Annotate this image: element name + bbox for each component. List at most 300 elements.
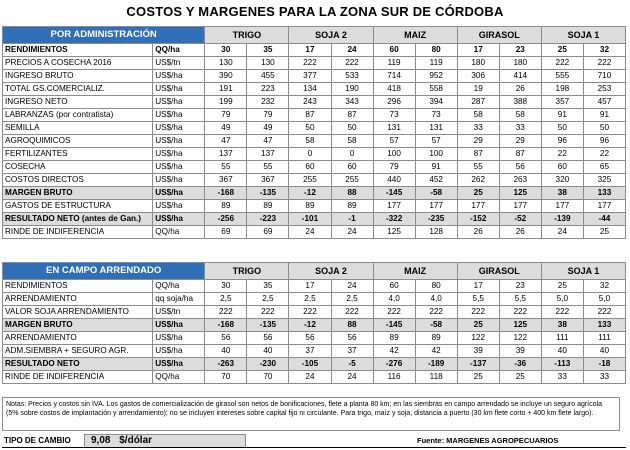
value-cell: 89 [331, 200, 373, 213]
value-cell: 119 [415, 57, 457, 70]
value-cell: 30 [205, 44, 247, 57]
value-cell: 222 [331, 57, 373, 70]
row-unit: QQ/ha [153, 280, 205, 293]
value-cell: 56 [331, 332, 373, 345]
row-label: TOTAL GS.COMERCIALIZ. [3, 83, 153, 96]
value-cell: 128 [415, 226, 457, 239]
value-cell: 2,5 [247, 293, 289, 306]
row-unit: US$/ha [153, 358, 205, 371]
row-unit: US$/ha [153, 161, 205, 174]
value-cell: 96 [541, 135, 583, 148]
value-cell: 79 [247, 109, 289, 122]
value-cell: 60 [289, 161, 331, 174]
value-cell: 42 [415, 345, 457, 358]
value-cell: 133 [583, 319, 625, 332]
value-cell: 5,0 [541, 293, 583, 306]
value-cell: 79 [373, 161, 415, 174]
value-cell: 60 [331, 161, 373, 174]
value-cell: -139 [541, 213, 583, 226]
page-title: COSTOS Y MARGENES PARA LA ZONA SUR DE CÓRDOBA [126, 4, 504, 19]
row-unit: QQ/ha [153, 226, 205, 239]
row-unit: qq soja/ha [153, 293, 205, 306]
value-cell: 555 [541, 70, 583, 83]
value-cell: 222 [205, 306, 247, 319]
value-cell: 25 [457, 319, 499, 332]
value-cell: 70 [205, 371, 247, 384]
value-cell: 222 [583, 306, 625, 319]
value-cell: -263 [205, 358, 247, 371]
value-cell: 57 [415, 135, 457, 148]
table-row [3, 122, 626, 135]
value-cell: -230 [247, 358, 289, 371]
value-cell: 24 [289, 371, 331, 384]
row-label: COSTOS DIRECTOS [3, 174, 153, 187]
value-cell: 255 [289, 174, 331, 187]
value-cell: 100 [373, 148, 415, 161]
table-row [3, 135, 626, 148]
crop-header: MAIZ [373, 263, 457, 280]
row-unit: US$/ha [153, 200, 205, 213]
value-cell: 199 [205, 96, 247, 109]
value-cell: -189 [415, 358, 457, 371]
row-unit: US$/ha [153, 319, 205, 332]
value-cell: 55 [247, 161, 289, 174]
value-cell: 23 [499, 44, 541, 57]
value-cell: 390 [205, 70, 247, 83]
value-cell: -256 [205, 213, 247, 226]
value-cell: 457 [583, 96, 625, 109]
value-cell: -12 [289, 319, 331, 332]
value-cell: 49 [247, 122, 289, 135]
row-label: COSECHA [3, 161, 153, 174]
value-cell: 56 [499, 161, 541, 174]
value-cell: 111 [583, 332, 625, 345]
row-label: RENDIMIENTOS [3, 44, 153, 57]
value-cell: 47 [247, 135, 289, 148]
value-cell: 4,0 [415, 293, 457, 306]
value-cell: -58 [415, 319, 457, 332]
notes: Notas: Precios y costos sin IVA. Los gastos de comercialización de girasol son netos de bonificaciones, flete a planta 80 km; en las siembras en campo arrendado se incluye un seguro agrícola (5% sobre costos de implantación y arrendamiento); no se incluyen intereses sobre capital fijo ni circulante. Para trigo, maíz y soja, distancia a puerto (30 km flete corto + 400 km flete largo). [2, 397, 620, 431]
value-cell: 25 [541, 44, 583, 57]
source-note: Fuente: MARGENES AGROPECUARIOS [417, 436, 559, 445]
value-cell: -168 [205, 319, 247, 332]
value-cell: 131 [373, 122, 415, 135]
value-cell: 137 [247, 148, 289, 161]
value-cell: 87 [499, 148, 541, 161]
value-cell: 222 [457, 306, 499, 319]
value-cell: 25 [583, 226, 625, 239]
value-cell: 111 [541, 332, 583, 345]
value-cell: 56 [247, 332, 289, 345]
value-cell: 180 [457, 57, 499, 70]
value-cell: 50 [289, 122, 331, 135]
row-label: RINDE DE INDIFERENCIA [3, 226, 153, 239]
table-row [3, 226, 626, 239]
footer-rule [2, 447, 626, 448]
value-cell: 88 [331, 319, 373, 332]
crop-header: SOJA 2 [289, 27, 373, 44]
row-unit: US$/tn [153, 306, 205, 319]
value-cell: 33 [499, 122, 541, 135]
row-label: ARRENDAMIENTO [3, 293, 153, 306]
value-cell: 25 [457, 187, 499, 200]
value-cell: 58 [499, 109, 541, 122]
value-cell: 17 [457, 44, 499, 57]
value-cell: 33 [583, 371, 625, 384]
value-cell: 38 [541, 187, 583, 200]
value-cell: 40 [583, 345, 625, 358]
value-cell: -135 [247, 319, 289, 332]
value-cell: 33 [541, 371, 583, 384]
value-cell: -44 [583, 213, 625, 226]
value-cell: 56 [205, 332, 247, 345]
value-cell: 69 [205, 226, 247, 239]
value-cell: 533 [331, 70, 373, 83]
value-cell: 49 [205, 122, 247, 135]
exchange-rate-label: TIPO DE CAMBIO [4, 436, 71, 445]
value-cell: 367 [205, 174, 247, 187]
table-row [3, 213, 626, 226]
value-cell: 22 [541, 148, 583, 161]
value-cell: 287 [457, 96, 499, 109]
value-cell: 89 [289, 200, 331, 213]
value-cell: -36 [499, 358, 541, 371]
value-cell: 0 [331, 148, 373, 161]
value-cell: 4,0 [373, 293, 415, 306]
value-cell: 177 [583, 200, 625, 213]
row-label: SEMILLA [3, 122, 153, 135]
value-cell: 56 [289, 332, 331, 345]
row-unit: US$/ha [153, 83, 205, 96]
value-cell: -113 [541, 358, 583, 371]
value-cell: 222 [541, 306, 583, 319]
row-label: ARRENDAMIENTO [3, 332, 153, 345]
exchange-rate-value: 9,08 [91, 435, 111, 446]
table-row [3, 161, 626, 174]
row-label: RESULTADO NETO [3, 358, 153, 371]
value-cell: 320 [541, 174, 583, 187]
value-cell: 125 [373, 226, 415, 239]
row-unit: US$/ha [153, 148, 205, 161]
value-cell: 357 [541, 96, 583, 109]
row-unit: QQ/ha [153, 371, 205, 384]
value-cell: 87 [457, 148, 499, 161]
value-cell: -322 [373, 213, 415, 226]
value-cell: -152 [457, 213, 499, 226]
value-cell: 40 [205, 345, 247, 358]
value-cell: 24 [541, 226, 583, 239]
table-row [3, 306, 626, 319]
value-cell: 25 [541, 280, 583, 293]
value-cell: 37 [331, 345, 373, 358]
value-cell: 26 [457, 226, 499, 239]
value-cell: 91 [415, 161, 457, 174]
value-cell: 377 [289, 70, 331, 83]
value-cell: 80 [415, 280, 457, 293]
value-cell: 39 [457, 345, 499, 358]
value-cell: 32 [583, 280, 625, 293]
value-cell: 17 [289, 44, 331, 57]
value-cell: 137 [205, 148, 247, 161]
value-cell: 23 [499, 280, 541, 293]
value-cell: 88 [331, 187, 373, 200]
value-cell: 25 [499, 371, 541, 384]
value-cell: 243 [289, 96, 331, 109]
value-cell: 222 [247, 306, 289, 319]
value-cell: 57 [373, 135, 415, 148]
row-label: RENDIMIENTOS [3, 280, 153, 293]
value-cell: -58 [415, 187, 457, 200]
value-cell: 253 [583, 83, 625, 96]
value-cell: -12 [289, 187, 331, 200]
row-unit: US$/ha [153, 109, 205, 122]
value-cell: 125 [499, 187, 541, 200]
value-cell: -5 [331, 358, 373, 371]
table-row [3, 371, 626, 384]
row-unit: US$/ha [153, 70, 205, 83]
value-cell: 37 [289, 345, 331, 358]
value-cell: 91 [541, 109, 583, 122]
value-cell: 122 [499, 332, 541, 345]
crop-header: SOJA 1 [541, 263, 625, 280]
row-label: PRECIOS A COSECHA 2016 [3, 57, 153, 70]
row-label: MARGEN BRUTO [3, 187, 153, 200]
value-cell: 180 [499, 57, 541, 70]
value-cell: -135 [247, 187, 289, 200]
table-row [3, 148, 626, 161]
value-cell: 222 [541, 57, 583, 70]
value-cell: 5,5 [457, 293, 499, 306]
value-cell: 418 [373, 83, 415, 96]
exchange-rate-unit: $/dólar [119, 435, 153, 446]
value-cell: 89 [205, 200, 247, 213]
value-cell: 89 [415, 332, 457, 345]
value-cell: 222 [289, 306, 331, 319]
value-cell: -145 [373, 319, 415, 332]
value-cell: 198 [541, 83, 583, 96]
value-cell: 42 [373, 345, 415, 358]
value-cell: 2,5 [289, 293, 331, 306]
value-cell: 22 [583, 148, 625, 161]
value-cell: 255 [331, 174, 373, 187]
row-label: LABRANZAS (por contratista) [3, 109, 153, 122]
value-cell: 58 [331, 135, 373, 148]
value-cell: 19 [457, 83, 499, 96]
value-cell: 223 [247, 83, 289, 96]
value-cell: 30 [205, 280, 247, 293]
value-cell: 191 [205, 83, 247, 96]
value-cell: 177 [415, 200, 457, 213]
table-row [3, 174, 626, 187]
value-cell: 24 [331, 280, 373, 293]
value-cell: 24 [331, 371, 373, 384]
row-label: ADM.SIEMBRA + SEGURO AGR. [3, 345, 153, 358]
value-cell: -1 [331, 213, 373, 226]
value-cell: 32 [583, 44, 625, 57]
value-cell: 130 [205, 57, 247, 70]
value-cell: 58 [457, 109, 499, 122]
value-cell: 80 [415, 44, 457, 57]
row-label: INGRESO NETO [3, 96, 153, 109]
crop-header: TRIGO [205, 27, 289, 44]
table-row [3, 293, 626, 306]
value-cell: 952 [415, 70, 457, 83]
value-cell: 455 [247, 70, 289, 83]
table-row [3, 109, 626, 122]
value-cell: 26 [499, 226, 541, 239]
crop-header: MAIZ [373, 27, 457, 44]
value-cell: 60 [373, 280, 415, 293]
value-cell: 69 [247, 226, 289, 239]
row-label: MARGEN BRUTO [3, 319, 153, 332]
value-cell: 414 [499, 70, 541, 83]
value-cell: 130 [247, 57, 289, 70]
admin-table [2, 26, 626, 239]
table-row [3, 319, 626, 332]
value-cell: 60 [373, 44, 415, 57]
value-cell: 388 [499, 96, 541, 109]
value-cell: -105 [289, 358, 331, 371]
value-cell: 710 [583, 70, 625, 83]
table-row [3, 200, 626, 213]
value-cell: 296 [373, 96, 415, 109]
value-cell: 177 [499, 200, 541, 213]
crop-header: GIRASOL [457, 263, 541, 280]
value-cell: -223 [247, 213, 289, 226]
value-cell: 17 [457, 280, 499, 293]
value-cell: 343 [331, 96, 373, 109]
table-row [3, 358, 626, 371]
value-cell: 33 [457, 122, 499, 135]
value-cell: 24 [331, 226, 373, 239]
value-cell: 222 [289, 57, 331, 70]
row-unit: US$/ha [153, 332, 205, 345]
table-row [3, 345, 626, 358]
row-label: FERTILIZANTES [3, 148, 153, 161]
row-label: AGROQUIMICOS [3, 135, 153, 148]
value-cell: 222 [499, 306, 541, 319]
value-cell: 60 [541, 161, 583, 174]
crop-header: SOJA 1 [541, 27, 625, 44]
value-cell: 2,5 [205, 293, 247, 306]
value-cell: -137 [457, 358, 499, 371]
value-cell: 29 [457, 135, 499, 148]
value-cell: 0 [289, 148, 331, 161]
row-unit: US$/tn [153, 57, 205, 70]
value-cell: 65 [583, 161, 625, 174]
row-label: VALOR SOJA ARRENDAMIENTO [3, 306, 153, 319]
value-cell: 89 [247, 200, 289, 213]
value-cell: 440 [373, 174, 415, 187]
value-cell: 222 [583, 57, 625, 70]
value-cell: -235 [415, 213, 457, 226]
value-cell: 122 [457, 332, 499, 345]
value-cell: 96 [583, 135, 625, 148]
value-cell: 263 [499, 174, 541, 187]
value-cell: 29 [499, 135, 541, 148]
value-cell: 2,5 [331, 293, 373, 306]
value-cell: -18 [583, 358, 625, 371]
value-cell: 79 [205, 109, 247, 122]
value-cell: 125 [499, 319, 541, 332]
value-cell: 91 [583, 109, 625, 122]
table-row [3, 280, 626, 293]
row-unit: QQ/ha [153, 44, 205, 57]
value-cell: 119 [373, 57, 415, 70]
value-cell: 40 [541, 345, 583, 358]
value-cell: 190 [331, 83, 373, 96]
value-cell: 50 [541, 122, 583, 135]
value-cell: 35 [247, 280, 289, 293]
row-unit: US$/ha [153, 122, 205, 135]
value-cell: 39 [499, 345, 541, 358]
value-cell: 55 [205, 161, 247, 174]
value-cell: 452 [415, 174, 457, 187]
value-cell: 35 [247, 44, 289, 57]
value-cell: 134 [289, 83, 331, 96]
exchange-rate-box [84, 434, 246, 448]
row-label: RINDE DE INDIFERENCIA [3, 371, 153, 384]
value-cell: 89 [373, 332, 415, 345]
table-row [3, 332, 626, 345]
value-cell: 73 [415, 109, 457, 122]
value-cell: 24 [331, 44, 373, 57]
value-cell: -168 [205, 187, 247, 200]
section-title: POR ADMINISTRACIÓN [3, 27, 205, 44]
value-cell: 262 [457, 174, 499, 187]
header-row [3, 263, 626, 280]
value-cell: 222 [373, 306, 415, 319]
leased-table [2, 262, 626, 384]
value-cell: 73 [373, 109, 415, 122]
row-unit: US$/ha [153, 213, 205, 226]
value-cell: 116 [373, 371, 415, 384]
value-cell: 306 [457, 70, 499, 83]
row-unit: US$/ha [153, 345, 205, 358]
value-cell: 133 [583, 187, 625, 200]
table-row [3, 70, 626, 83]
value-cell: 5,0 [583, 293, 625, 306]
table-row [3, 96, 626, 109]
row-label: GASTOS DE ESTRUCTURA [3, 200, 153, 213]
value-cell: 24 [289, 226, 331, 239]
value-cell: 70 [247, 371, 289, 384]
value-cell: 222 [415, 306, 457, 319]
row-unit: US$/ha [153, 135, 205, 148]
row-label: RESULTADO NETO (antes de Gan.) [3, 213, 153, 226]
value-cell: 87 [331, 109, 373, 122]
value-cell: 177 [373, 200, 415, 213]
value-cell: -145 [373, 187, 415, 200]
table-row [3, 44, 626, 57]
row-label: INGRESO BRUTO [3, 70, 153, 83]
value-cell: 17 [289, 280, 331, 293]
crop-header: SOJA 2 [289, 263, 373, 280]
value-cell: 25 [457, 371, 499, 384]
value-cell: 118 [415, 371, 457, 384]
value-cell: 177 [541, 200, 583, 213]
value-cell: 100 [415, 148, 457, 161]
value-cell: 55 [457, 161, 499, 174]
value-cell: 222 [331, 306, 373, 319]
value-cell: 38 [541, 319, 583, 332]
value-cell: 47 [205, 135, 247, 148]
row-unit: US$/ha [153, 187, 205, 200]
value-cell: 50 [331, 122, 373, 135]
value-cell: 40 [247, 345, 289, 358]
table-row [3, 57, 626, 70]
row-unit: US$/ha [153, 174, 205, 187]
